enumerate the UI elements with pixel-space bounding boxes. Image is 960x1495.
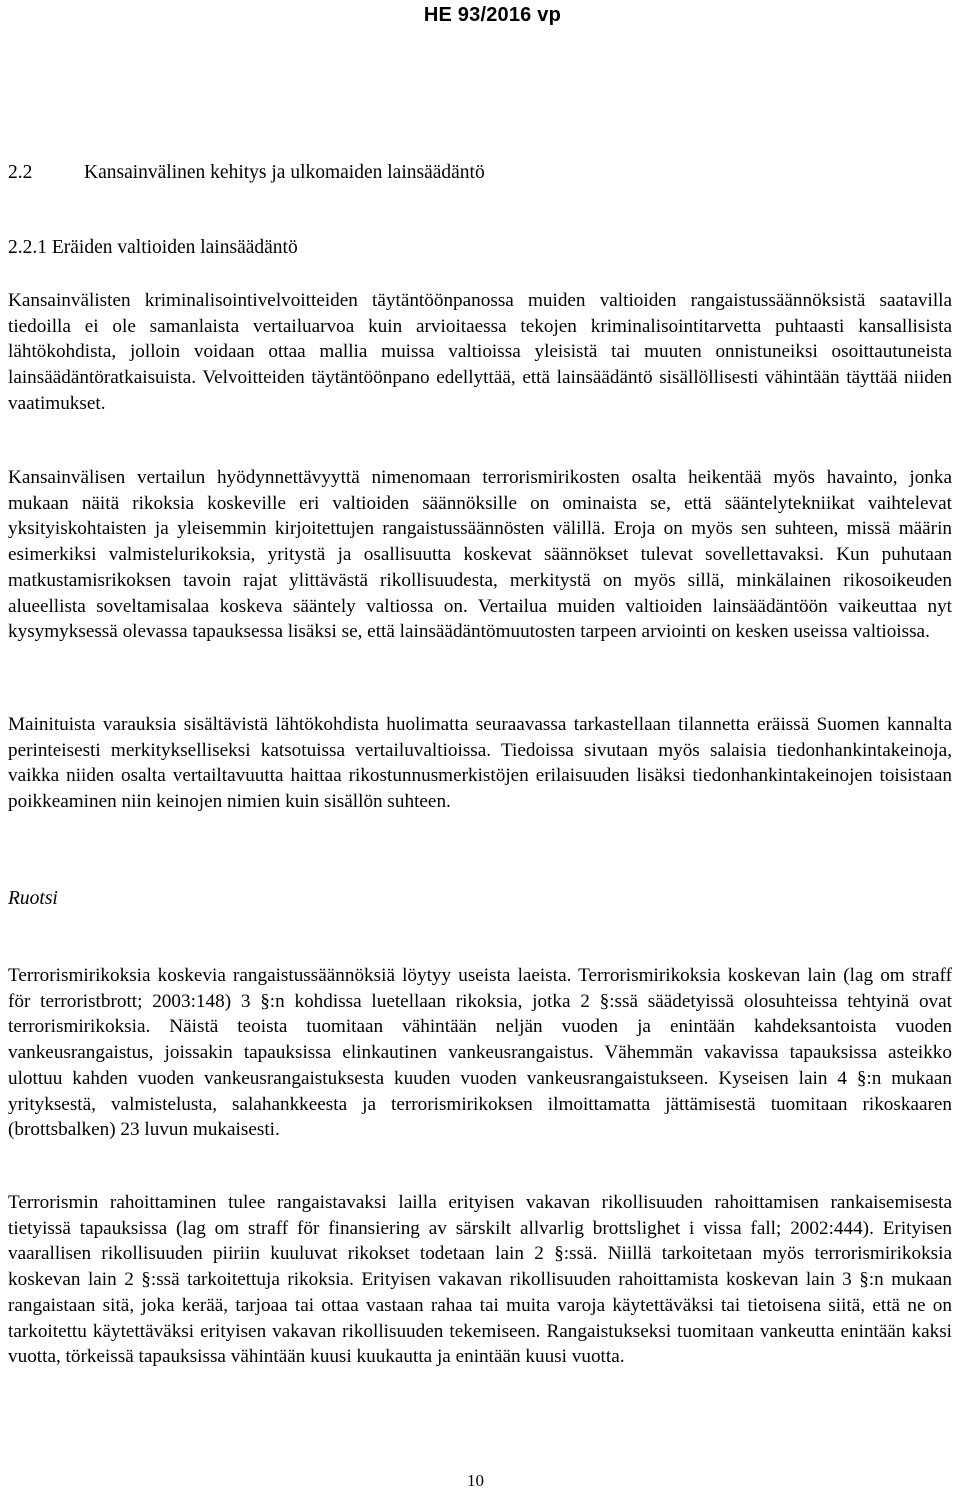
country-paragraph-2: Terrorismin rahoittaminen tulee rangaistavaksi lailla erityisen vakavan rikollisuuden rahoittamisen rankaisemisesta tietyissä tapauksissa (lag om straff för finansiering av särskilt allvarlig brottslighet i vissa fall; 2002:444). Erityisen vaarallisen rikollisuuden piiriin kuuluvat rikokset todetaan lain 2 §:ssä. Niillä tarkoitetaan myös terrorismirikoksia koskevan lain 2 §:ssä tarkoitettuja rikoksia. Erityisen vakavan rikollisuuden rahoittamista koskevan lain 3 §:n mukaan rangaistaan sitä, joka kerää, tarjoaa tai ottaa vastaan rahaa tai muita varoja käytettäväksi tai tietoisena siitä, että ne on tarkoitettu käytettäväksi erityisen vakavan rikollisuuden tekemiseen. Rangaistukseksi tuomitaan vankeutta enintään kaksi vuotta, törkeissä tapauksissa vähintään kuusi kuukautta ja enintään kuusi vuotta. [8,1192,952,1368]
paragraph-3: Mainituista varauksia sisältävistä lähtökohdista huolimatta seuraavassa tarkastellaan tilannetta eräissä Suomen kannalta perinteisesti merkitykselliseksi katsotuissa vertailuvaltioissa. Tiedoissa sivutaan myös salaisia tiedonhankintakeinoja, vaikka niiden osalta vertailtavuutta haittaa rikostunnusmerkistöjen erilaisuuden lisäksi tiedonhankintakeinojen toisistaan poikkeaminen niin keinojen nimien kuin sisällön suhteen. [8,714,952,813]
section-title: Kansainvälinen kehitys ja ulkomaiden lainsäädäntö [84,162,485,183]
subsection-heading: 2.2.1 Eräiden valtioiden lainsäädäntö [8,237,298,258]
paragraph-2: Kansainvälisen vertailun hyödynnettävyyttä nimenomaan terrorismirikosten osalta heikentää myös havainto, jonka mukaan näitä rikoksia koskeville eri valtioiden säännöksille on ominaista se, että sääntelytekniikat vaihtelevat yksityiskohtaisten ja yleisemmin kirjoitettujen rangaistussäännösten välillä. Eroja on myös sen suhteen, missä määrin esimerkiksi valmistelurikoksia, yritystä ja osallisuutta koskevat säännökset tulevat sovellettavaksi. Kun puhutaan matkustamisrikoksen tavoin rajat ylittävästä rikollisuudesta, merkitystä on myös sillä, minkälainen rikosoikeuden alueellista soveltamisalaa koskeva sääntely valtiossa on. Vertailua muiden valtioiden lainsäädäntöön vaikeuttaa nyt kysymyksessä olevassa tapauksessa lisäksi se, että lainsäädäntömuutosten tarpeen arviointi on kesken useissa valtioissa. [8,467,952,643]
country-heading: Ruotsi [8,888,58,909]
section-heading [8,162,485,184]
section-number: 2.2 [8,162,33,183]
country-paragraph-1: Terrorismirikoksia koskevia rangaistussäännöksiä löytyy useista laeista. Terrorismirikoksia koskevan lain (lag om straff för terroristbrott; 2003:148) 3 §:n kohdissa luetellaan rikoksia, jotka 2 §:ssä säädetyissä olosuhteissa tehtyinä ovat terrorismirikoksia. Näistä teoista tuomitaan vähintään neljän vuoden ja enintään kahdeksantoista vuoden vankeusrangaistus, joissakin tapauksissa elinkautinen vankeusrangaistus. Vähemmän vakavissa tapauksissa asteikko ulottuu kahden vuoden vankeusrangaistuksesta kuuden vuoden vankeusrangaistukseen. Kyseisen lain 4 §:n mukaan yrityksestä, valmistelusta, salahankkeesta ja terrorismirikoksen ilmoittamatta jättämisestä tuomitaan rikoskaaren (brottsbalken) 23 luvun mukaisesti. [8,965,952,1141]
document-id-header: HE 93/2016 vp [423,4,561,26]
paragraph-1: Kansainvälisten kriminalisointivelvoitteiden täytäntöönpanossa muiden valtioiden rangaistussäännöksistä saatavilla tiedoilla ei ole samanlaista vertailuarvoa kuin arvioitaessa tekojen kriminalisointitarvetta puhtaasti kansallisista lähtökohdista, jolloin voidaan ottaa mallia muissa valtioissa yleisistä tai muuten onnistuneiksi osoittautuneista lainsäädäntöratkaisuista. Velvoitteiden täytäntöönpano edellyttää, että lainsäädäntö sisällöllisesti vähintään täyttää niiden vaatimukset. [8,290,952,414]
page-number: 10 [467,1471,484,1490]
